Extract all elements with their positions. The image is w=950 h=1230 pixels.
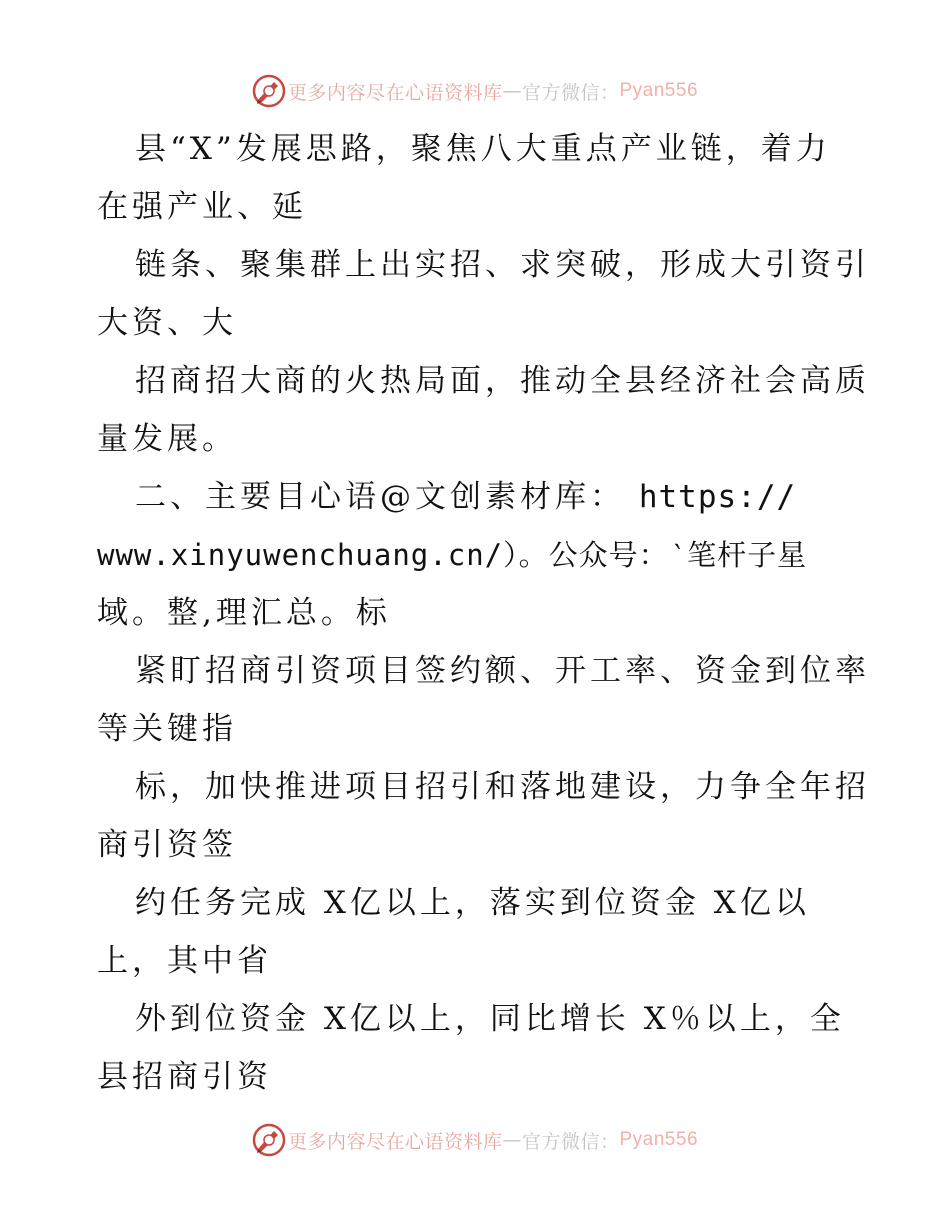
banner-wechat-id: Pyan556 (619, 80, 699, 101)
banner-main-text: 更多内容尽在心语资料库 (287, 81, 503, 104)
banner-dash: — (502, 1129, 522, 1151)
text-line: 招商招大商的火热局面，推动全县经济社会高质 (135, 363, 870, 399)
text-line: 量发展。 (97, 421, 237, 457)
banner-main-text: 更多内容尽在心语资料库 (287, 1130, 503, 1153)
text-line: 外到位资金 X亿以上，同比增长 X％以上，全 (135, 1001, 845, 1037)
text-line: 在强产业、延 (97, 189, 307, 225)
text-line: 标，加快推进项目招引和落地建设，力争全年招 (135, 769, 870, 805)
body-text (97, 120, 870, 1106)
text-line: 等关键指 (97, 711, 237, 747)
text-line: 商引资签 (97, 827, 237, 863)
pen-logo-icon (252, 74, 286, 108)
text-line: 域。整,理汇总。标 (97, 595, 391, 631)
url-fragment-link[interactable]: https:// (638, 479, 797, 515)
text-line: 上，其中省 (97, 943, 272, 979)
text-line (97, 468, 857, 526)
banner-wechat-id: Pyan556 (619, 1129, 699, 1150)
text-line: 县“X”发展思路，聚焦八大重点产业链，着力 (135, 131, 831, 167)
text-line: 约任务完成 X亿以上，落实到位资金 X亿以 (135, 885, 810, 921)
banner-wechat-label: 官方微信： (521, 81, 620, 104)
text-line: 紧盯招商引资项目签约额、开工率、资金到位率 (135, 653, 870, 689)
text-line: 大资、大 (97, 305, 237, 341)
footer-watermark-banner (0, 1120, 950, 1160)
text-line: 县招商引资 (97, 1059, 272, 1095)
heading-two-text: 二、主要目心语@文创素材库： (135, 479, 625, 515)
header-watermark-banner (0, 71, 950, 111)
url-line: www.xinyuwenchuang.cn/）。公众号：‵笔杆子星 (97, 538, 808, 572)
text-line: 链条、聚集群上出实招、求突破，形成大引资引 (135, 247, 870, 283)
banner-wechat-label: 官方微信： (521, 1130, 620, 1153)
pen-logo-icon (252, 1123, 286, 1157)
banner-dash: — (502, 80, 522, 102)
